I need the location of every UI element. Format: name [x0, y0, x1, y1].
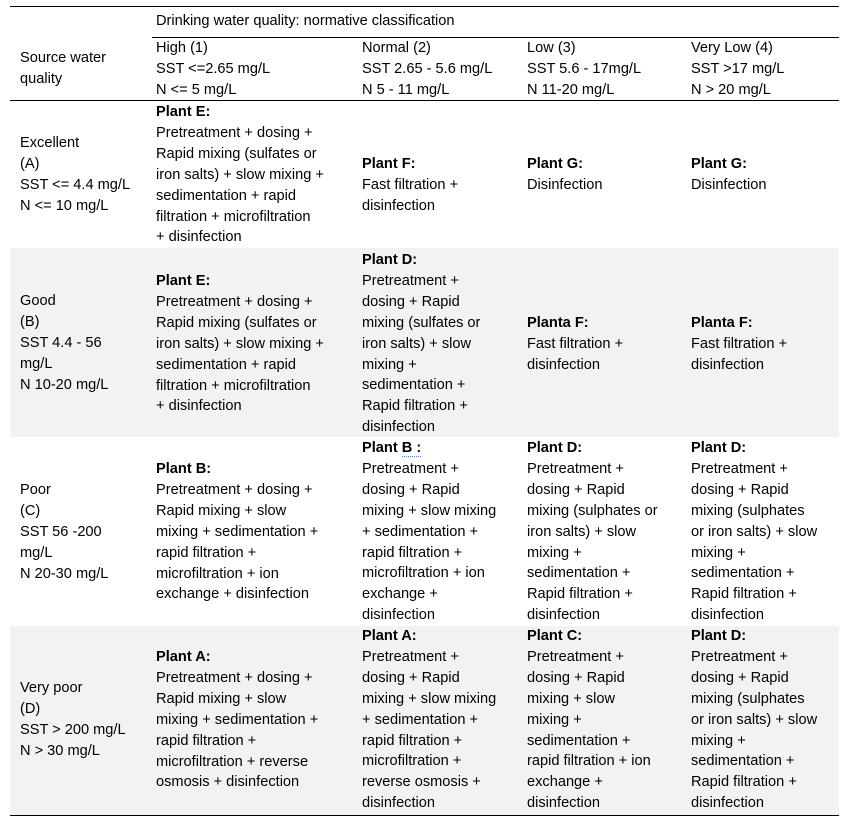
plant-title: Plant E: — [156, 104, 211, 120]
cell-b3: Planta F: Fast filtration + disinfection — [527, 315, 624, 373]
plant-title: Plant F: — [362, 156, 416, 172]
cell-d1: Plant A: Pretreatment + dosing + Rapid mixing + slow mixing + sedimentation + rapid filtration + microfiltration + reverse osmosis + disinfection — [156, 649, 319, 791]
cell-b4: Planta F: Fast filtration + disinfection — [691, 315, 788, 373]
plant-title: Planta F: — [691, 315, 753, 331]
column-header-normal: Normal (2) SST 2.65 - 5.6 mg/L N 5 - 11 mg/L — [362, 40, 493, 98]
plant-title: Plant A: — [362, 628, 417, 644]
cell-a2: Plant F: Fast filtration + disinfection — [362, 156, 459, 214]
row-label-good: Good (B) SST 4.4 - 56 mg/L N 10-20 mg/L — [20, 293, 109, 393]
column-header-high: High (1) SST <=2.65 mg/L N <= 5 mg/L — [156, 40, 271, 98]
plant-title: Plant D: — [691, 628, 747, 644]
plant-title: Plant G: — [691, 156, 747, 172]
column-group-title: Drinking water quality: normative classification — [156, 13, 455, 29]
cell-b1: Plant E: Pretreatment + dosing + Rapid mixing (sulfates or iron salts) + slow mixing + sedimentation + rapid filtration + microfiltration + disinfection — [156, 273, 324, 415]
plant-title: Plant C: — [527, 628, 583, 644]
cell-c1: Plant B: Pretreatment + dosing + Rapid mixing + slow mixing + sedimentation + rapid filtration + microfiltration + ion exchange + disinfection — [156, 461, 319, 603]
row-label-excellent: Excellent (A) SST <= 4.4 mg/L N <= 10 mg/L — [20, 135, 131, 214]
plant-title: Plant D: — [691, 440, 747, 456]
spellcheck-underline: B : — [401, 440, 422, 456]
plant-title: Plant B: — [156, 461, 212, 477]
plant-title: Plant G: — [527, 156, 583, 172]
cell-a1: Plant E: Pretreatment + dosing + Rapid mixing (sulfates or iron salts) + slow mixing + sedimentation + rapid filtration + microfiltration + disinfection — [156, 104, 324, 246]
row-label-very-poor: Very poor (D) SST > 200 mg/L N > 30 mg/L — [20, 680, 126, 759]
row-header — [20, 48, 106, 90]
cell-c4: Plant D: Pretreatment + dosing + Rapid mixing (sulphates or iron salts) + slow mixing + sedimentation + Rapid filtration + disinfection — [691, 440, 818, 624]
plant-title: Plant B : — [362, 440, 422, 456]
cell-b2: Plant D: Pretreatment + dosing + Rapid mixing (sulfates or iron salts) + slow mixing + sedimentation + Rapid filtration + disinfection — [362, 252, 481, 436]
plant-title: Plant D: — [362, 252, 418, 268]
row-header-line: Source water — [20, 50, 106, 66]
cell-d4: Plant D: Pretreatment + dosing + Rapid mixing (sulphates or iron salts) + slow mixing + sedimentation + Rapid filtration + disinfection — [691, 628, 818, 812]
top-rule — [10, 6, 839, 7]
cell-c3: Plant D: Pretreatment + dosing + Rapid mixing (sulphates or iron salts) + slow mixing + sedimentation + Rapid filtration + disinfection — [527, 440, 658, 624]
cell-a4: Plant G: Disinfection — [691, 156, 767, 193]
bottom-rule — [10, 815, 839, 816]
cell-d2: Plant A: Pretreatment + dosing + Rapid mixing + slow mixing + sedimentation + rapid filtration + microfiltration + reverse osmosis + disinfection — [362, 628, 497, 812]
cell-c2: Plant B : Pretreatment + dosing + Rapid mixing + slow mixing + sedimentation + rapid filtration + microfiltration + ion exchange + disinfection — [362, 440, 497, 624]
cell-d3: Plant C: Pretreatment + dosing + Rapid mixing + slow mixing + sedimentation + rapid filtration + ion exchange + disinfection — [527, 628, 651, 812]
plant-title: Plant D: — [527, 440, 583, 456]
cell-a3: Plant G: Disinfection — [527, 156, 603, 193]
row-label-poor: Poor (C) SST 56 -200 mg/L N 20-30 mg/L — [20, 482, 109, 582]
column-header-low: Low (3) SST 5.6 - 17mg/L N 11-20 mg/L — [527, 40, 642, 98]
row-header-line: quality — [20, 70, 63, 87]
column-header-very-low: Very Low (4) SST >17 mg/L N > 20 mg/L — [691, 40, 785, 98]
plant-title: Plant A: — [156, 649, 211, 665]
plant-title: Plant E: — [156, 273, 211, 289]
plant-title: Planta F: — [527, 315, 589, 331]
